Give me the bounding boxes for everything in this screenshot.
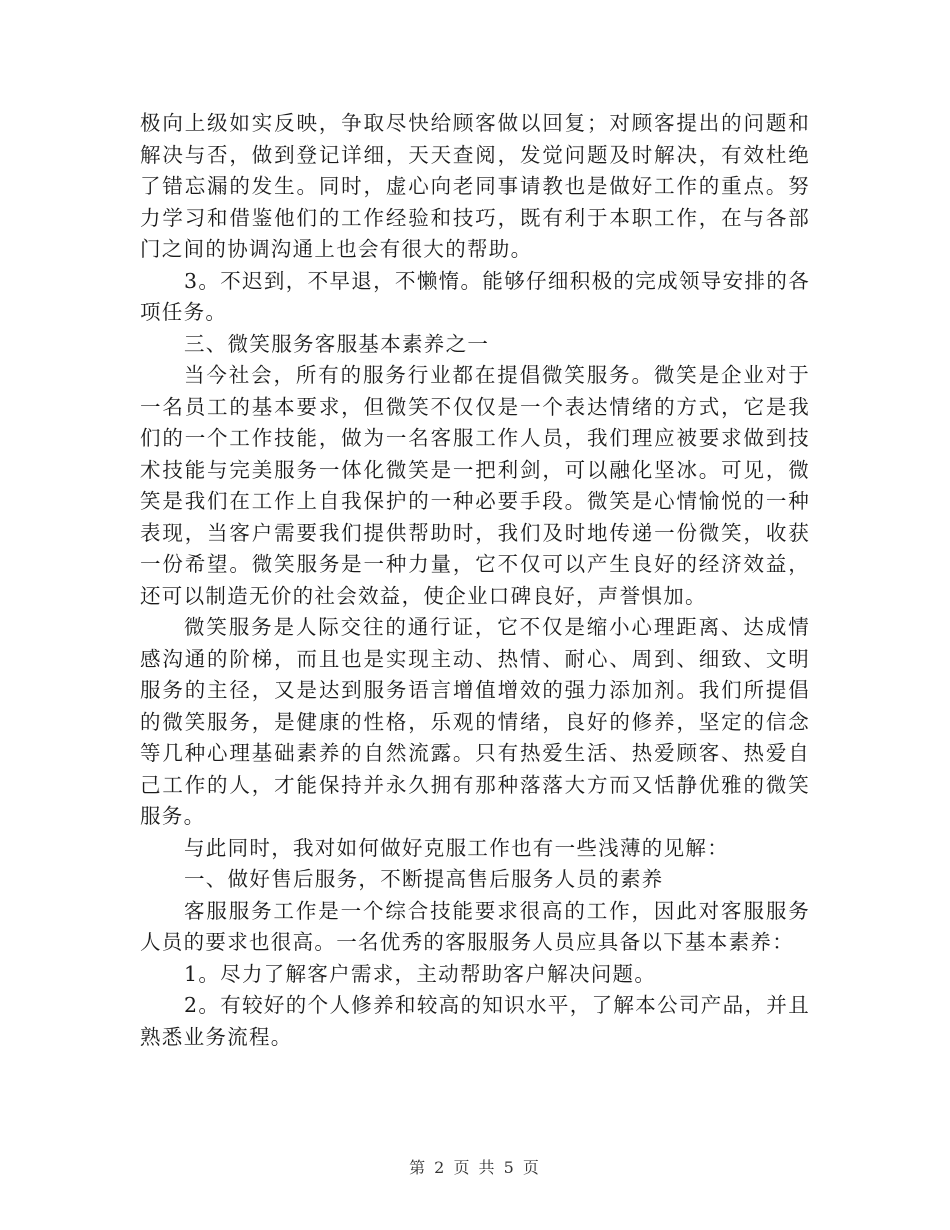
- paragraph-2: 3。不迟到，不早退，不懒惰。能够仔细积极的完成领导安排的各项任务。: [140, 268, 810, 324]
- list-item-2: 2。有较好的个人修养和较高的知识水平，了解本公司产品，并且熟悉业务流程。: [140, 993, 810, 1049]
- paragraph-5: 微笑服务是人际交往的通行证，它不仅是缩小心理距离、达成情感沟通的阶梯，而且也是实现主动、热情、耐心、周到、细致、文明服务的主径，又是达到服务语言增值增效的强力添加剂。我们所提倡的微笑服务，是健康的性格，乐观的情绪，良好的修养，坚定的信念等几种心理基础素养的自然流露。只有热爱生活、热爱顾客、热爱自己工作的人，才能保持并永久拥有那种落落大方而又恬静优雅的微笑服务。: [140, 615, 810, 828]
- list-item-1: 1。尽力了解客户需求，主动帮助客户解决问题。: [184, 961, 657, 986]
- page-number-footer: 第 2 页 共 5 页: [409, 1158, 541, 1177]
- section-heading-3: 三、微笑服务客服基本素养之一: [184, 331, 490, 356]
- paragraph-4: 当今社会，所有的服务行业都在提倡微笑服务。微笑是企业对于一名员工的基本要求，但微笑不仅仅是一个表达情绪的方式，它是我们的一个工作技能，做为一名客服工作人员，我们理应被要求做到技术技能与完美服务一体化微笑是一把利剑，可以融化坚冰。可见，微笑是我们在工作上自我保护的一种必要手段。微笑是心情愉悦的一种表现，当客户需要我们提供帮助时，我们及时地传递一份微笑，收获一份希望。微笑服务是一种力量，它不仅可以产生良好的经济效益，还可以制造无价的社会效益，使企业口碑良好，声誉惧加。: [140, 363, 810, 608]
- paragraph-6: 与此同时，我对如何做好克服工作也有一些浅薄的见解：: [184, 835, 729, 860]
- section-heading-1: 一、做好售后服务，不断提高售后服务人员的素养: [184, 867, 664, 891]
- paragraph-8: 客服服务工作是一个综合技能要求很高的工作，因此对客服服务人员的要求也很高。一名优秀的客服服务人员应具备以下基本素养：: [140, 898, 810, 954]
- document-body: [140, 108, 810, 1053]
- paragraph-1: 极向上级如实反映，争取尽快给顾客做以回复；对顾客提出的问题和解决与否，做到登记详细，天天查阅，发觉问题及时解决，有效杜绝了错忘漏的发生。同时，虚心向老同事请教也是做好工作的重点。努力学习和借鉴他们的工作经验和技巧，既有利于本职工作，在与各部门之间的协调沟通上也会有很大的帮助。: [140, 111, 810, 261]
